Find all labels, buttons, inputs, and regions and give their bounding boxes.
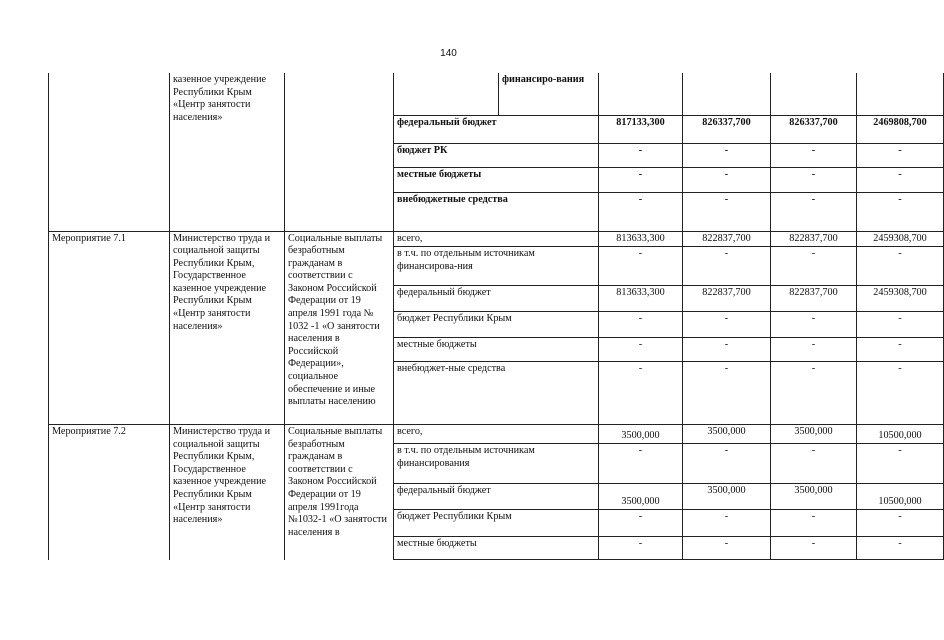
value-cell: - [857,444,944,484]
value-cell: 3500,000 [599,484,683,510]
value-cell: - [857,167,944,192]
value-cell: - [857,510,944,537]
value-cell: 2459308,700 [857,231,944,247]
value-cell: 10500,000 [857,484,944,510]
value-cell: - [683,167,771,192]
value-cell: - [683,192,771,231]
value-cell: 2469808,700 [857,115,944,143]
value-cell: - [857,338,944,362]
value-cell: 817133,300 [599,115,683,143]
value-cell: - [771,312,857,338]
value-cell: - [771,143,857,167]
value-cell: - [683,444,771,484]
value-cell: - [683,312,771,338]
value-cell [599,73,683,115]
value-cell: 822837,700 [771,286,857,312]
value-cell: - [771,192,857,231]
source-label: местные бюджеты [394,537,599,560]
value-cell: 826337,700 [771,115,857,143]
value-cell [683,73,771,115]
value-cell: - [683,510,771,537]
value-cell [771,73,857,115]
value-cell: - [599,167,683,192]
value-cell: - [771,444,857,484]
value-cell: - [857,143,944,167]
value-cell: - [599,143,683,167]
source-label: всего, [394,231,599,247]
source-label: федеральный бюджет [394,115,599,143]
value-cell: - [683,537,771,560]
value-cell: 3500,000 [771,484,857,510]
executor-cell: Министерство труда и социальной защиты Республики Крым, Государственное казенное учреждение Республики Крым «Центр занятости населения» [170,425,285,560]
value-cell: - [599,338,683,362]
value-cell: 3500,000 [599,425,683,444]
source-label: в т.ч. по отдельным источникам финансирова-ния [394,247,599,286]
description-cell: Социальные выплаты безработным гражданам в соответствии с Законом Российской Федерации от 19 апреля 1991 года № 1032 -1 «О занятости населения в Российской Федерации», социальное обеспечение и иные выплаты населению [285,231,394,425]
source-label [394,73,499,115]
value-cell: - [771,510,857,537]
table-row [49,73,944,115]
value-cell: 822837,700 [683,286,771,312]
value-cell: 10500,000 [857,425,944,444]
source-label: финансиро-вания [499,73,599,115]
source-label: бюджет Республики Крым [394,312,599,338]
value-cell: - [771,362,857,425]
value-cell: 3500,000 [683,484,771,510]
financing-table [48,73,944,560]
value-cell: 813633,300 [599,231,683,247]
value-cell: - [771,167,857,192]
value-cell: - [599,192,683,231]
measure-name-cell: Мероприятие 7.2 [49,425,170,560]
source-label: федеральный бюджет [394,286,599,312]
value-cell: - [771,247,857,286]
value-cell [857,73,944,115]
description-cell [285,73,394,231]
value-cell: - [599,444,683,484]
table-row [49,425,944,444]
value-cell: 822837,700 [771,231,857,247]
executor-cell: казенное учреждение Республики Крым «Центр занятости населения» [170,73,285,231]
source-label: бюджет Республики Крым [394,510,599,537]
value-cell: 826337,700 [683,115,771,143]
source-label: местные бюджеты [394,167,599,192]
value-cell: - [857,192,944,231]
value-cell: 3500,000 [683,425,771,444]
value-cell: - [683,247,771,286]
value-cell: 813633,300 [599,286,683,312]
value-cell: - [599,537,683,560]
table-row [49,231,944,247]
value-cell: - [771,338,857,362]
executor-cell: Министерство труда и социальной защиты Республики Крым, Государственное казенное учреждение Республики Крым «Центр занятости населения» [170,231,285,425]
value-cell: 822837,700 [683,231,771,247]
measure-name-cell [49,73,170,231]
measure-name-cell: Мероприятие 7.1 [49,231,170,425]
value-cell: - [599,510,683,537]
value-cell: - [599,362,683,425]
source-label: федеральный бюджет [394,484,599,510]
value-cell: - [683,338,771,362]
value-cell: - [771,537,857,560]
value-cell: - [857,537,944,560]
source-label: бюджет РК [394,143,599,167]
description-cell: Социальные выплаты безработным гражданам в соответствии с Законом Российской Федерации от 19 апреля 1991года №1032-1 «О занятости населения в [285,425,394,560]
value-cell: - [857,247,944,286]
value-cell: - [683,143,771,167]
value-cell: 2459308,700 [857,286,944,312]
value-cell: - [857,312,944,338]
source-label: внебюджет-ные средства [394,362,599,425]
source-label: внебюджетные средства [394,192,599,231]
source-label: в т.ч. по отдельным источникам финансирования [394,444,599,484]
value-cell: - [857,362,944,425]
value-cell: - [599,247,683,286]
source-label: местные бюджеты [394,338,599,362]
source-label: всего, [394,425,599,444]
value-cell: - [683,362,771,425]
value-cell: - [599,312,683,338]
value-cell: 3500,000 [771,425,857,444]
page-number: 140 [440,48,457,59]
